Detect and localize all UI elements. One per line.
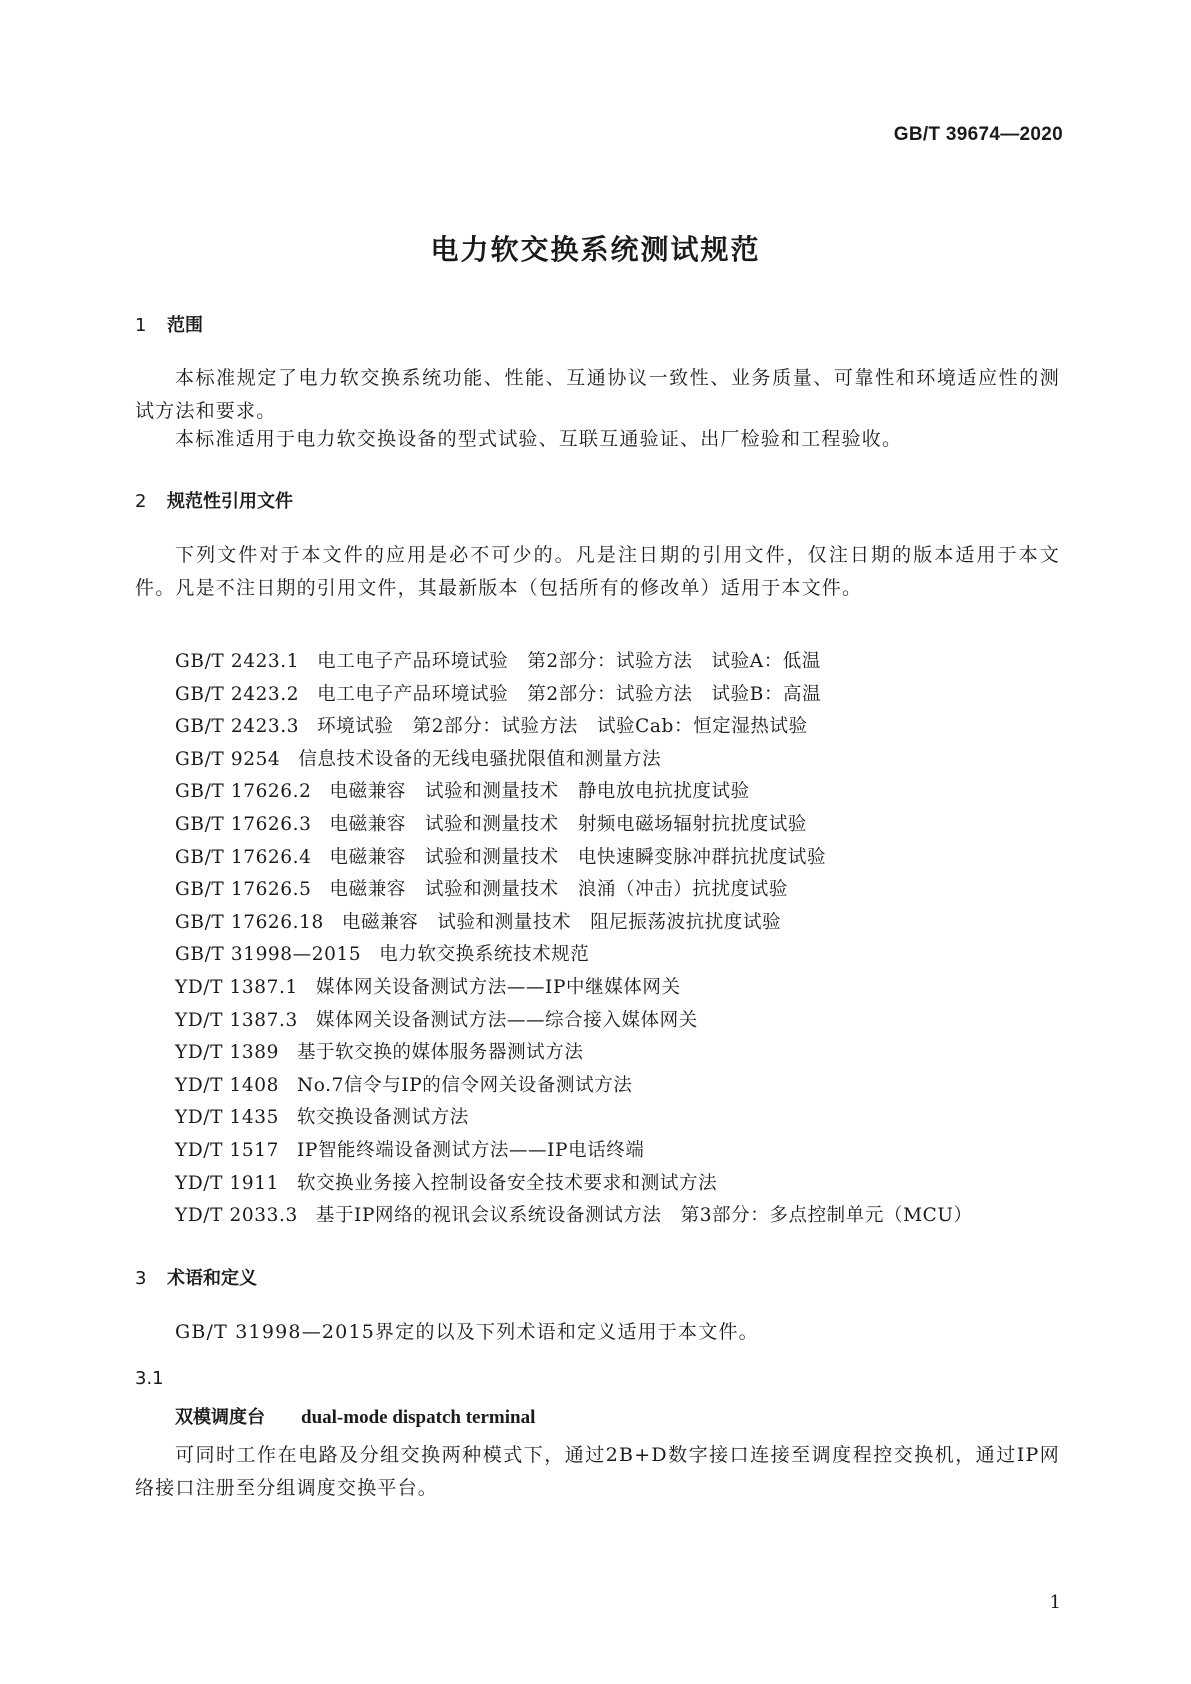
reference-item [175,1005,973,1038]
reference-title: IP智能终端设备测试方法——IP电话终端 [296,1139,645,1161]
reference-title: 环境试验 第2部分：试验方法 试验Cab：恒定湿热试验 [317,716,808,738]
reference-title: 媒体网关设备测试方法——IP中继媒体网关 [315,976,681,998]
reference-title: 媒体网关设备测试方法——综合接入媒体网关 [315,1009,698,1031]
reference-code: YD/T 1435 [175,1107,279,1129]
reference-title: 基于IP网络的视讯会议系统设备测试方法 第3部分：多点控制单元（MCU） [315,1205,973,1227]
section-heading-scope [135,311,203,337]
references-intro: 下列文件对于本文件的应用是必不可少的。凡是注日期的引用文件，仅注日期的版本适用于本文件。凡是不注日期的引用文件，其最新版本（包括所有的修改单）适用于本文件。 [135,544,1060,599]
reference-code: YD/T 1387.3 [175,1009,298,1031]
term-english: dual-mode dispatch terminal [301,1407,536,1428]
reference-code: YD/T 1517 [175,1139,279,1161]
section-number: 2 [135,491,147,512]
term-definition: 可同时工作在电路及分组交换两种模式下，通过2B+D数字接口连接至调度程控交换机，通过IP网络接口注册至分组调度交换平台。 [135,1444,1060,1499]
reference-item [175,646,973,679]
section-heading-normative-references [135,487,293,513]
scope-paragraph-2: 本标准适用于电力软交换设备的型式试验、互联互通验证、出厂检验和工程验收。 [175,428,903,450]
reference-item [175,744,973,777]
reference-title: 基于软交换的媒体服务器测试方法 [296,1042,584,1064]
reference-item [175,776,973,809]
reference-title: 信息技术设备的无线电骚扰限值和测量方法 [298,748,662,770]
section-title: 规范性引用文件 [167,491,293,512]
page-number: 1 [1049,1592,1061,1613]
reference-title: 电磁兼容 试验和测量技术 阻尼振荡波抗扰度试验 [341,911,782,933]
term-chinese: 双模调度台 [175,1407,265,1428]
reference-code: YD/T 1389 [175,1042,279,1064]
reference-title: 电磁兼容 试验和测量技术 浪涌（冲击）抗扰度试验 [329,879,788,901]
reference-title: 电力软交换系统技术规范 [379,944,590,966]
term-heading [175,1403,535,1429]
reference-item [175,842,973,875]
reference-title: 软交换设备测试方法 [296,1107,469,1129]
reference-code: GB/T 9254 [175,748,281,770]
reference-item [175,1070,973,1103]
document-title: 电力软交换系统测试规范 [430,233,761,266]
section-title: 术语和定义 [167,1268,257,1289]
reference-item [175,1168,973,1201]
reference-item [175,1200,973,1233]
reference-item [175,972,973,1005]
reference-title: 电工电子产品环境试验 第2部分：试验方法 试验B：高温 [317,683,822,705]
reference-code: GB/T 17626.5 [175,879,312,901]
reference-item [175,711,973,744]
reference-list [175,646,973,1233]
reference-title: 电工电子产品环境试验 第2部分：试验方法 试验A：低温 [317,651,822,672]
reference-code: YD/T 1387.1 [175,976,298,998]
reference-title: No.7信令与IP的信令网关设备测试方法 [296,1074,633,1096]
reference-code: YD/T 1408 [175,1074,279,1096]
scope-paragraph-1: 本标准规定了电力软交换系统功能、性能、互通协议一致性、业务质量、可靠性和环境适应性的测试方法和要求。 [135,367,1060,422]
section-number: 1 [135,315,147,336]
reference-item [175,809,973,842]
section-number: 3 [135,1268,147,1289]
reference-item [175,1135,973,1168]
standard-number: GB/T 39674—2020 [893,124,1063,145]
reference-code: GB/T 31998—2015 [175,944,362,966]
reference-code: GB/T 17626.2 [175,781,312,803]
reference-item [175,679,973,712]
reference-item [175,1102,973,1135]
reference-code: GB/T 17626.4 [175,846,312,868]
reference-code: GB/T 2423.1 [175,651,300,672]
reference-item [175,907,973,940]
reference-item [175,874,973,907]
section-title: 范围 [167,315,203,336]
reference-item [175,939,973,972]
reference-title: 电磁兼容 试验和测量技术 静电放电抗扰度试验 [329,781,750,803]
terms-intro: GB/T 31998—2015界定的以及下列术语和定义适用于本文件。 [175,1321,759,1343]
reference-code: YD/T 1911 [175,1172,279,1194]
reference-code: YD/T 2033.3 [175,1205,298,1227]
reference-title: 软交换业务接入控制设备安全技术要求和测试方法 [296,1172,718,1194]
reference-title: 电磁兼容 试验和测量技术 电快速瞬变脉冲群抗扰度试验 [329,846,827,868]
reference-code: GB/T 2423.3 [175,716,300,738]
reference-code: GB/T 17626.3 [175,813,312,835]
term-number: 3.1 [135,1368,164,1389]
section-heading-terms-definitions [135,1264,257,1290]
reference-item [175,1037,973,1070]
reference-title: 电磁兼容 试验和测量技术 射频电磁场辐射抗扰度试验 [329,813,808,835]
reference-code: GB/T 17626.18 [175,911,324,933]
reference-code: GB/T 2423.2 [175,683,300,705]
